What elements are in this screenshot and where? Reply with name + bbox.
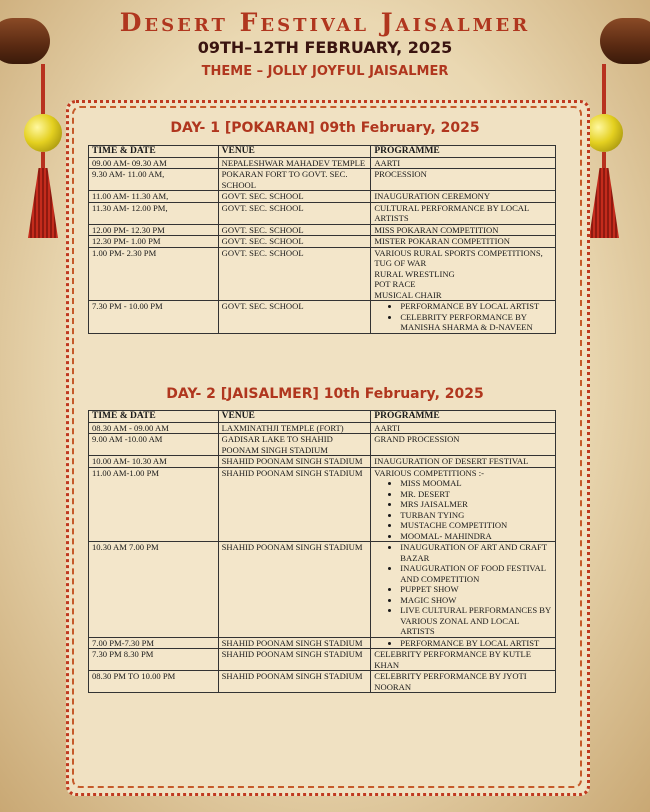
time-cell: 9.30 AM- 11.00 AM,	[89, 169, 219, 191]
programme-cell	[371, 236, 556, 248]
column-header: VENUE	[218, 146, 371, 158]
programme-cell	[371, 434, 556, 456]
table-row	[89, 157, 556, 169]
programme-text: INAUGURATION OF DESERT FESTIVAL	[374, 456, 529, 466]
time-cell: 9.00 AM -10.00 AM	[89, 434, 219, 456]
table-row	[89, 637, 556, 649]
programme-text: VARIOUS COMPETITIONS :-	[374, 467, 484, 478]
venue-cell: SHAHID POONAM SINGH STADIUM	[218, 649, 371, 671]
programme-text: GRAND PROCESSION	[374, 434, 460, 444]
venue-cell: SHAHID POONAM SINGH STADIUM	[218, 671, 371, 693]
list-item: • LIVE CULTURAL PERFORMANCES BY VARIOUS ZONAL AND LOCAL ARTISTS	[400, 605, 552, 637]
table-row	[89, 456, 556, 468]
list-item: • MISS MOOMAL	[400, 478, 552, 489]
time-cell: 10.30 AM 7.00 PM	[89, 542, 219, 638]
tassel-left-icon	[24, 64, 62, 238]
programme-text: CULTURAL PERFORMANCE BY LOCAL ARTISTS	[374, 202, 529, 223]
table-row	[89, 202, 556, 224]
venue-cell: SHAHID POONAM SINGH STADIUM	[218, 637, 371, 649]
list-item: • MAGIC SHOW	[400, 595, 552, 606]
venue-cell: GOVT. SEC. SCHOOL	[218, 247, 371, 301]
table-row	[89, 247, 556, 301]
programme-cell	[371, 169, 556, 191]
programme-list	[374, 542, 552, 637]
column-header: PROGRAMME	[371, 411, 556, 423]
festival-theme: THEME – JOLLY JOYFUL JAISALMER	[201, 64, 449, 79]
programme-text: AARTI	[374, 422, 401, 433]
day2-heading: DAY- 2 [JAISALMER] 10th February, 2025	[166, 386, 484, 402]
list-item: • PERFORMANCE BY LOCAL ARTIST	[400, 638, 552, 649]
programme-cell	[371, 422, 556, 434]
time-cell: 09.00 AM- 09.30 AM	[89, 157, 219, 169]
venue-cell: GOVT. SEC. SCHOOL	[218, 202, 371, 224]
venue-cell: GOVT. SEC. SCHOOL	[218, 224, 371, 236]
list-item: • PERFORMANCE BY LOCAL ARTIST	[400, 301, 552, 312]
table-row	[89, 191, 556, 203]
venue-cell: POKARAN FORT TO GOVT. SEC. SCHOOL	[218, 169, 371, 191]
programme-cell	[371, 157, 556, 169]
programme-line: MUSICAL CHAIR	[374, 289, 442, 300]
programme-cell	[371, 467, 556, 542]
programme-cell	[371, 301, 556, 334]
time-cell: 12.00 PM- 12.30 PM	[89, 224, 219, 236]
time-cell: 12.30 PM- 1.00 PM	[89, 236, 219, 248]
time-cell: 11.30 AM- 12.00 PM,	[89, 202, 219, 224]
programme-cell	[371, 671, 556, 693]
venue-cell: NEPALESHWAR MAHADEV TEMPLE	[218, 157, 371, 169]
column-header: TIME & DATE	[89, 146, 219, 158]
programme-text: VARIOUS RURAL SPORTS COMPETITIONS,	[374, 247, 543, 258]
programme-text: CELEBRITY PERFORMANCE BY KUTLE KHAN	[374, 649, 531, 670]
festival-title: Desert Festival Jaisalmer	[119, 8, 531, 37]
programme-cell	[371, 637, 556, 649]
time-cell: 7.00 PM-7.30 PM	[89, 637, 219, 649]
programme-line: TUG OF WAR	[374, 258, 427, 268]
table-row	[89, 422, 556, 434]
list-item: • MOOMAL- MAHINDRA	[400, 531, 552, 542]
programme-cell	[371, 247, 556, 301]
list-item: • MUSTACHE COMPETITION	[400, 520, 552, 531]
table-row	[89, 169, 556, 191]
venue-cell: SHAHID POONAM SINGH STADIUM	[218, 467, 371, 542]
programme-list	[374, 478, 552, 541]
list-item: • PUPPET SHOW	[400, 584, 552, 595]
programme-line: RURAL WRESTLING	[374, 268, 455, 279]
list-item: • MR. DESERT	[400, 489, 552, 500]
table-row	[89, 301, 556, 334]
table-row	[89, 467, 556, 542]
list-item: • CELEBRITY PERFORMANCE BY MANISHA SHARMA & D-NAVEEN	[400, 312, 552, 333]
venue-cell: SHAHID POONAM SINGH STADIUM	[218, 542, 371, 638]
programme-cell	[371, 202, 556, 224]
programme-cell	[371, 456, 556, 468]
programme-line: POT RACE	[374, 279, 416, 289]
day2-schedule-table	[88, 410, 556, 693]
time-cell: 1.00 PM- 2.30 PM	[89, 247, 219, 301]
tassel-right-icon	[585, 64, 623, 238]
venue-cell: GOVT. SEC. SCHOOL	[218, 236, 371, 248]
venue-cell: GADISAR LAKE TO SHAHID POONAM SINGH STADIUM	[218, 434, 371, 456]
programme-cell	[371, 542, 556, 638]
programme-text: MISTER POKARAN COMPETITION	[374, 236, 510, 246]
table-row	[89, 542, 556, 638]
venue-cell: LAXMINATHJI TEMPLE (FORT)	[218, 422, 371, 434]
list-item: • INAUGURATION OF ART AND CRAFT BAZAR	[400, 542, 552, 563]
programme-text: MISS POKARAN COMPETITION	[374, 224, 499, 235]
programme-cell	[371, 191, 556, 203]
programme-text: CELEBRITY PERFORMANCE BY JYOTI NOORAN	[374, 671, 527, 692]
programme-text: PROCESSION	[374, 169, 427, 179]
table-row	[89, 434, 556, 456]
time-cell: 08.30 AM - 09.00 AM	[89, 422, 219, 434]
venue-cell: GOVT. SEC. SCHOOL	[218, 301, 371, 334]
festival-dates: 09TH–12TH FEBRUARY, 2025	[197, 38, 453, 57]
time-cell: 7.30 PM - 10.00 PM	[89, 301, 219, 334]
day1-heading: DAY- 1 [POKARAN] 09th February, 2025	[170, 120, 480, 136]
list-item: • TURBAN TYING	[400, 510, 552, 521]
time-cell: 11.00 AM-1.00 PM	[89, 467, 219, 542]
column-header: TIME & DATE	[89, 411, 219, 423]
programme-list	[374, 301, 552, 333]
time-cell: 08.30 PM TO 10.00 PM	[89, 671, 219, 693]
programme-text: AARTI	[374, 157, 401, 168]
column-header: PROGRAMME	[371, 146, 556, 158]
list-item: • INAUGURATION OF FOOD FESTIVAL AND COMPETITION	[400, 563, 552, 584]
table-row	[89, 671, 556, 693]
time-cell: 10.00 AM- 10.30 AM	[89, 456, 219, 468]
programme-list	[374, 638, 552, 649]
venue-cell: SHAHID POONAM SINGH STADIUM	[218, 456, 371, 468]
table-row	[89, 224, 556, 236]
programme-cell	[371, 224, 556, 236]
venue-cell: GOVT. SEC. SCHOOL	[218, 191, 371, 203]
programme-cell	[371, 649, 556, 671]
time-cell: 11.00 AM- 11.30 AM,	[89, 191, 219, 203]
table-row	[89, 649, 556, 671]
table-row	[89, 236, 556, 248]
programme-text: INAUGURATION CEREMONY	[374, 191, 491, 201]
time-cell: 7.30 PM 8.30 PM	[89, 649, 219, 671]
column-header: VENUE	[218, 411, 371, 423]
list-item: • MRS JAISALMER	[400, 499, 552, 510]
day1-schedule-table	[88, 145, 556, 334]
